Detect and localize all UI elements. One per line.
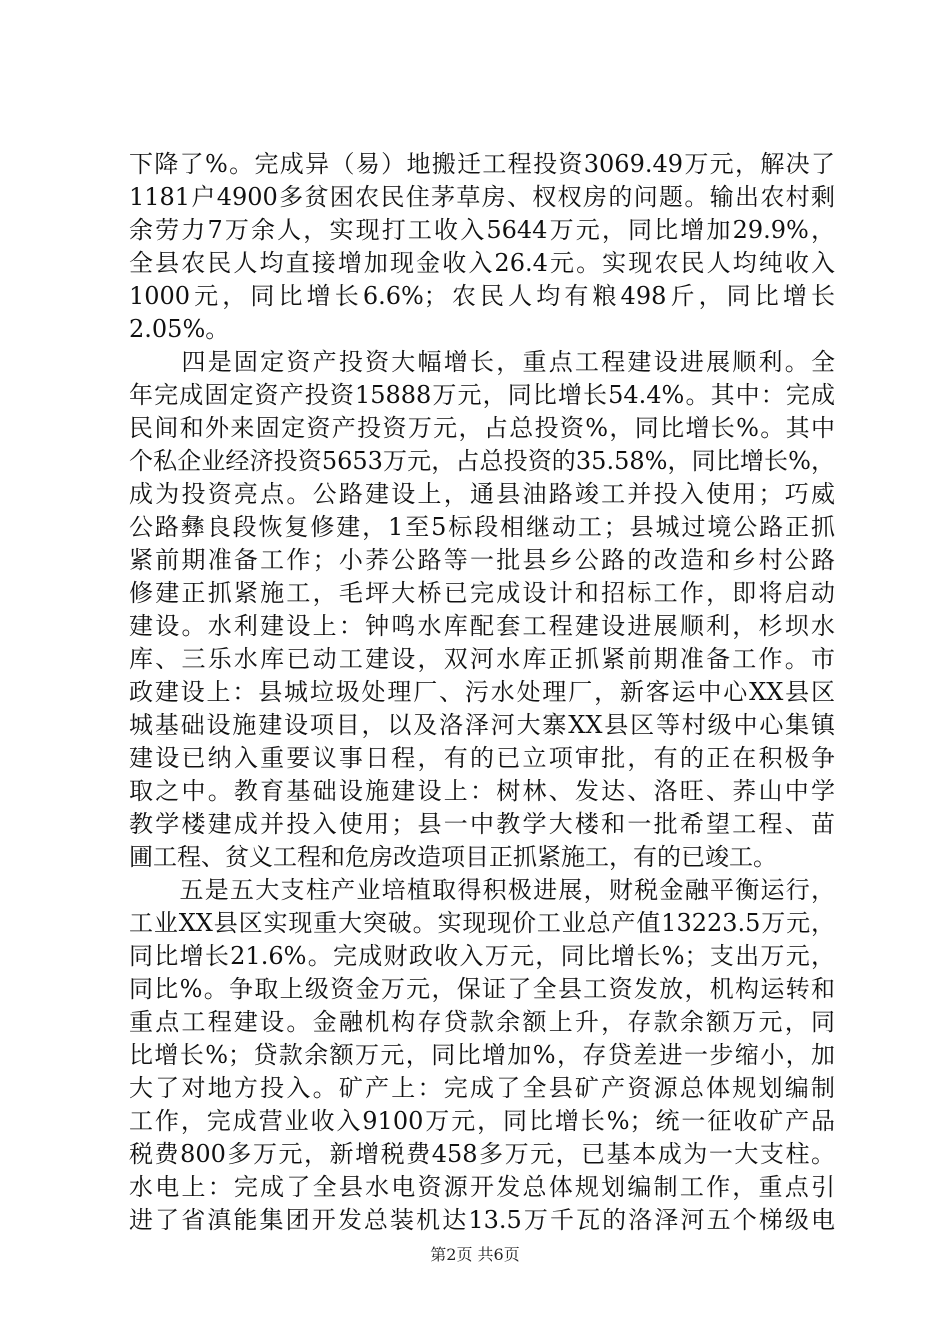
text-line: 公路彝良段恢复修建，1至5标段相继动工；县城过境公路正抓 [129, 513, 835, 541]
text-line: 民间和外来固定资产投资万元，占总投资%，同比增长%。其中 [129, 414, 835, 442]
text-line: 下降了%。完成异（易）地搬迁工程投资3069.49万元，解决了 [129, 150, 835, 178]
text-line: 五是五大支柱产业培植取得积极进展，财税金融平衡运行， [129, 876, 835, 904]
text-line: 水电上：完成了全县水电资源开发总体规划编制工作，重点引 [129, 1173, 835, 1201]
text-line: 库、三乐水库已动工建设，双河水库正抓紧前期准备工作。市 [129, 645, 835, 673]
text-line: 修建正抓紧施工，毛坪大桥已完成设计和招标工作，即将启动 [129, 579, 835, 607]
text-line: 取之中。教育基础设施建设上：树林、发达、洛旺、荞山中学 [129, 777, 835, 805]
text-line: 年完成固定资产投资15888万元，同比增长54.4%。其中：完成 [129, 381, 835, 409]
text-line: 比增长%；贷款余额万元，同比增加%，存贷差进一步缩小，加 [129, 1041, 835, 1069]
text-line: 紧前期准备工作；小荞公路等一批县乡公路的改造和乡村公路 [129, 546, 835, 574]
text-line: 重点工程建设。金融机构存贷款余额上升，存款余额万元，同 [129, 1008, 835, 1036]
text-line: 2.05%。 [129, 315, 230, 343]
text-line: 进了省滇能集团开发总装机达13.5万千瓦的洛泽河五个梯级电 [129, 1206, 835, 1234]
text-line: 圃工程、贫义工程和危房改造项目正抓紧施工，有的已竣工。 [129, 843, 777, 871]
text-line: 四是固定资产投资大幅增长，重点工程建设进展顺利。全 [129, 348, 835, 376]
body-text [129, 148, 835, 1237]
text-line: 建设。水利建设上：钟鸣水库配套工程建设进展顺利，杉坝水 [129, 612, 835, 640]
text-line: 工作，完成营业收入9100万元，同比增长%；统一征收矿产品 [129, 1107, 835, 1135]
text-line: 1000元，同比增长6.6%；农民人均有粮498斤，同比增长 [129, 282, 835, 310]
text-line: 同比%。争取上级资金万元，保证了全县工资发放，机构运转和 [129, 975, 835, 1003]
text-line: 成为投资亮点。公路建设上，通县油路竣工并投入使用；巧威 [129, 480, 835, 508]
text-line: 个私企业经济投资5653万元，占总投资的35.58%，同比增长%， [129, 447, 835, 475]
text-line: 工业XX县区实现重大突破。实现现价工业总产值13223.5万元， [129, 909, 835, 937]
text-line: 建设已纳入重要议事日程，有的已立项审批，有的正在积极争 [129, 744, 835, 772]
text-line: 同比增长21.6%。完成财政收入万元，同比增长%；支出万元， [129, 942, 835, 970]
text-line: 城基础设施建设项目，以及洛泽河大寨XX县区等村级中心集镇 [129, 711, 835, 739]
text-line: 教学楼建成并投入使用；县一中教学大楼和一批希望工程、苗 [129, 810, 835, 838]
page-footer: 第2页 共6页 [430, 1245, 520, 1264]
text-line: 1181户4900多贫困农民住茅草房、杈杈房的问题。输出农村剩 [129, 183, 835, 211]
text-line: 大了对地方投入。矿产上：完成了全县矿产资源总体规划编制 [129, 1074, 835, 1102]
text-line: 全县农民人均直接增加现金收入26.4元。实现农民人均纯收入 [129, 249, 835, 277]
text-line: 税费800多万元，新增税费458多万元，已基本成为一大支柱。 [129, 1140, 835, 1168]
text-line: 政建设上：县城垃圾处理厂、污水处理厂，新客运中心XX县区 [129, 678, 835, 706]
text-line: 余劳力7万余人，实现打工收入5644万元，同比增加29.9%， [129, 216, 835, 244]
